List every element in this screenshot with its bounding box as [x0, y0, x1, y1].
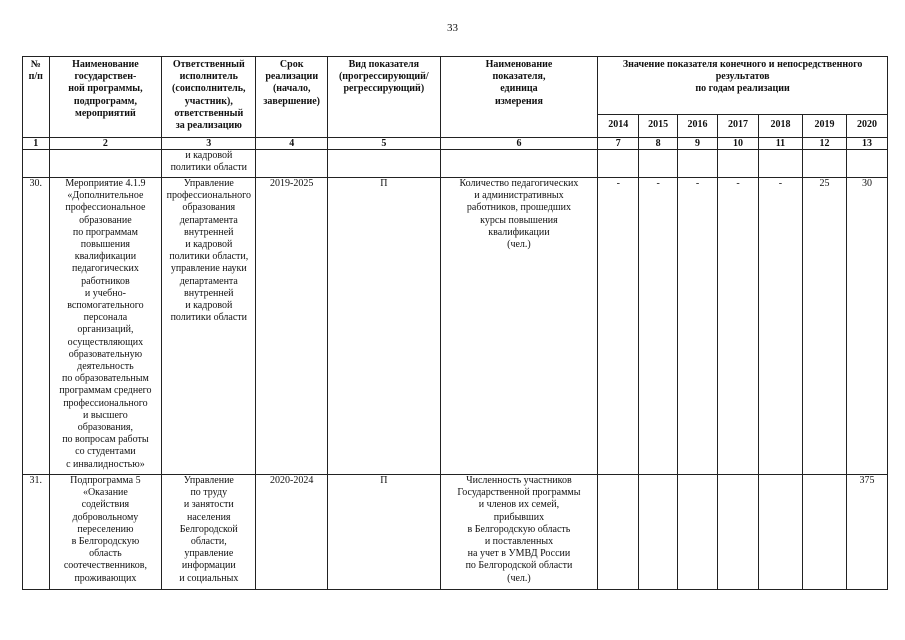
indicator-table [22, 56, 888, 590]
header-indicator: Наименование показателя, единица измерения [440, 57, 598, 138]
column-number: 11 [758, 138, 802, 150]
row-number: 30. [23, 178, 50, 475]
continuation-row [23, 150, 888, 178]
table-cell [598, 150, 639, 178]
column-number: 3 [162, 138, 256, 150]
value-cell: - [718, 178, 759, 475]
table-cell [846, 150, 887, 178]
responsible-cell: Управление по труду и занятости населения Белгородской области, управление информации и социальных [162, 475, 256, 590]
table-cell [802, 150, 846, 178]
table-cell [440, 150, 598, 178]
indicator-cell: Количество педагогических и административных работников, прошедших курсы повышения квалификации (чел.) [440, 178, 598, 475]
type-cell: П [328, 475, 441, 590]
value-cell [598, 475, 639, 590]
value-cell [718, 475, 759, 590]
column-numbers-row [23, 138, 888, 150]
column-number: 2 [49, 138, 162, 150]
year-cell: 2014 [598, 115, 639, 138]
header-term: Срок реализации (начало, завершение) [256, 57, 328, 138]
year-cell: 2019 [802, 115, 846, 138]
table-row [23, 475, 888, 590]
table-cell [23, 150, 50, 178]
table-cell [256, 150, 328, 178]
table-row [23, 178, 888, 475]
column-number: 10 [718, 138, 759, 150]
responsible-cell: и кадровой политики области [162, 150, 256, 178]
header-type: Вид показателя (прогрессирующий/ регрессирующий) [328, 57, 441, 138]
table-cell [758, 150, 802, 178]
column-number: 13 [846, 138, 887, 150]
value-cell: 375 [846, 475, 887, 590]
year-cell: 2017 [718, 115, 759, 138]
value-cell: - [598, 178, 639, 475]
year-cell: 2016 [678, 115, 718, 138]
value-cell: - [758, 178, 802, 475]
column-number: 5 [328, 138, 441, 150]
column-number: 1 [23, 138, 50, 150]
header-responsible: Ответственный исполнитель (соисполнитель, участник), ответственный за реализацию [162, 57, 256, 138]
responsible-cell: Управление профессионального образования департамента внутренней и кадровой политики области, управление науки департамента внутренней и кадровой политики области [162, 178, 256, 475]
header-num: № п/п [23, 57, 50, 138]
term-cell: 2020-2024 [256, 475, 328, 590]
value-cell [639, 475, 678, 590]
measure-name: Мероприятие 4.1.9 «Дополнительное профессиональное образование по программам повышения квалификации педагогических работников и учебно- вспомогательного персонала организаций, осуществляющих образовательную деятельность по образовательным программам среднего профессионального и высшего образования, по вопросам работы со студентами с инвалидностью» [49, 178, 162, 475]
header-values: Значение показателя конечного и непосредственного результатов по годам реализации [598, 57, 888, 115]
header-name: Наименование государствен- ной программы, подпрограмм, мероприятий [49, 57, 162, 138]
column-number: 8 [639, 138, 678, 150]
page-number: 33 [447, 22, 458, 34]
row-number: 31. [23, 475, 50, 590]
type-cell: П [328, 178, 441, 475]
table-cell [718, 150, 759, 178]
value-cell: - [678, 178, 718, 475]
value-cell [678, 475, 718, 590]
value-cell: - [639, 178, 678, 475]
year-cell: 2020 [846, 115, 887, 138]
year-cell: 2018 [758, 115, 802, 138]
measure-name: Подпрограмма 5 «Оказание содействия добровольному переселению в Белгородскую область соотечественников, проживающих [49, 475, 162, 590]
value-cell [758, 475, 802, 590]
indicator-cell: Численность участников Государственной программы и членов их семей, прибывших в Белгородскую область и поставленных на учет в УМВД России по Белгородской области (чел.) [440, 475, 598, 590]
column-number: 6 [440, 138, 598, 150]
year-cell: 2015 [639, 115, 678, 138]
table-cell [328, 150, 441, 178]
table-cell [639, 150, 678, 178]
table-cell [49, 150, 162, 178]
column-number: 9 [678, 138, 718, 150]
table-cell [678, 150, 718, 178]
column-number: 4 [256, 138, 328, 150]
value-cell: 30 [846, 178, 887, 475]
column-number: 12 [802, 138, 846, 150]
value-cell: 25 [802, 178, 846, 475]
term-cell: 2019-2025 [256, 178, 328, 475]
column-number: 7 [598, 138, 639, 150]
header-row [23, 57, 888, 115]
value-cell [802, 475, 846, 590]
